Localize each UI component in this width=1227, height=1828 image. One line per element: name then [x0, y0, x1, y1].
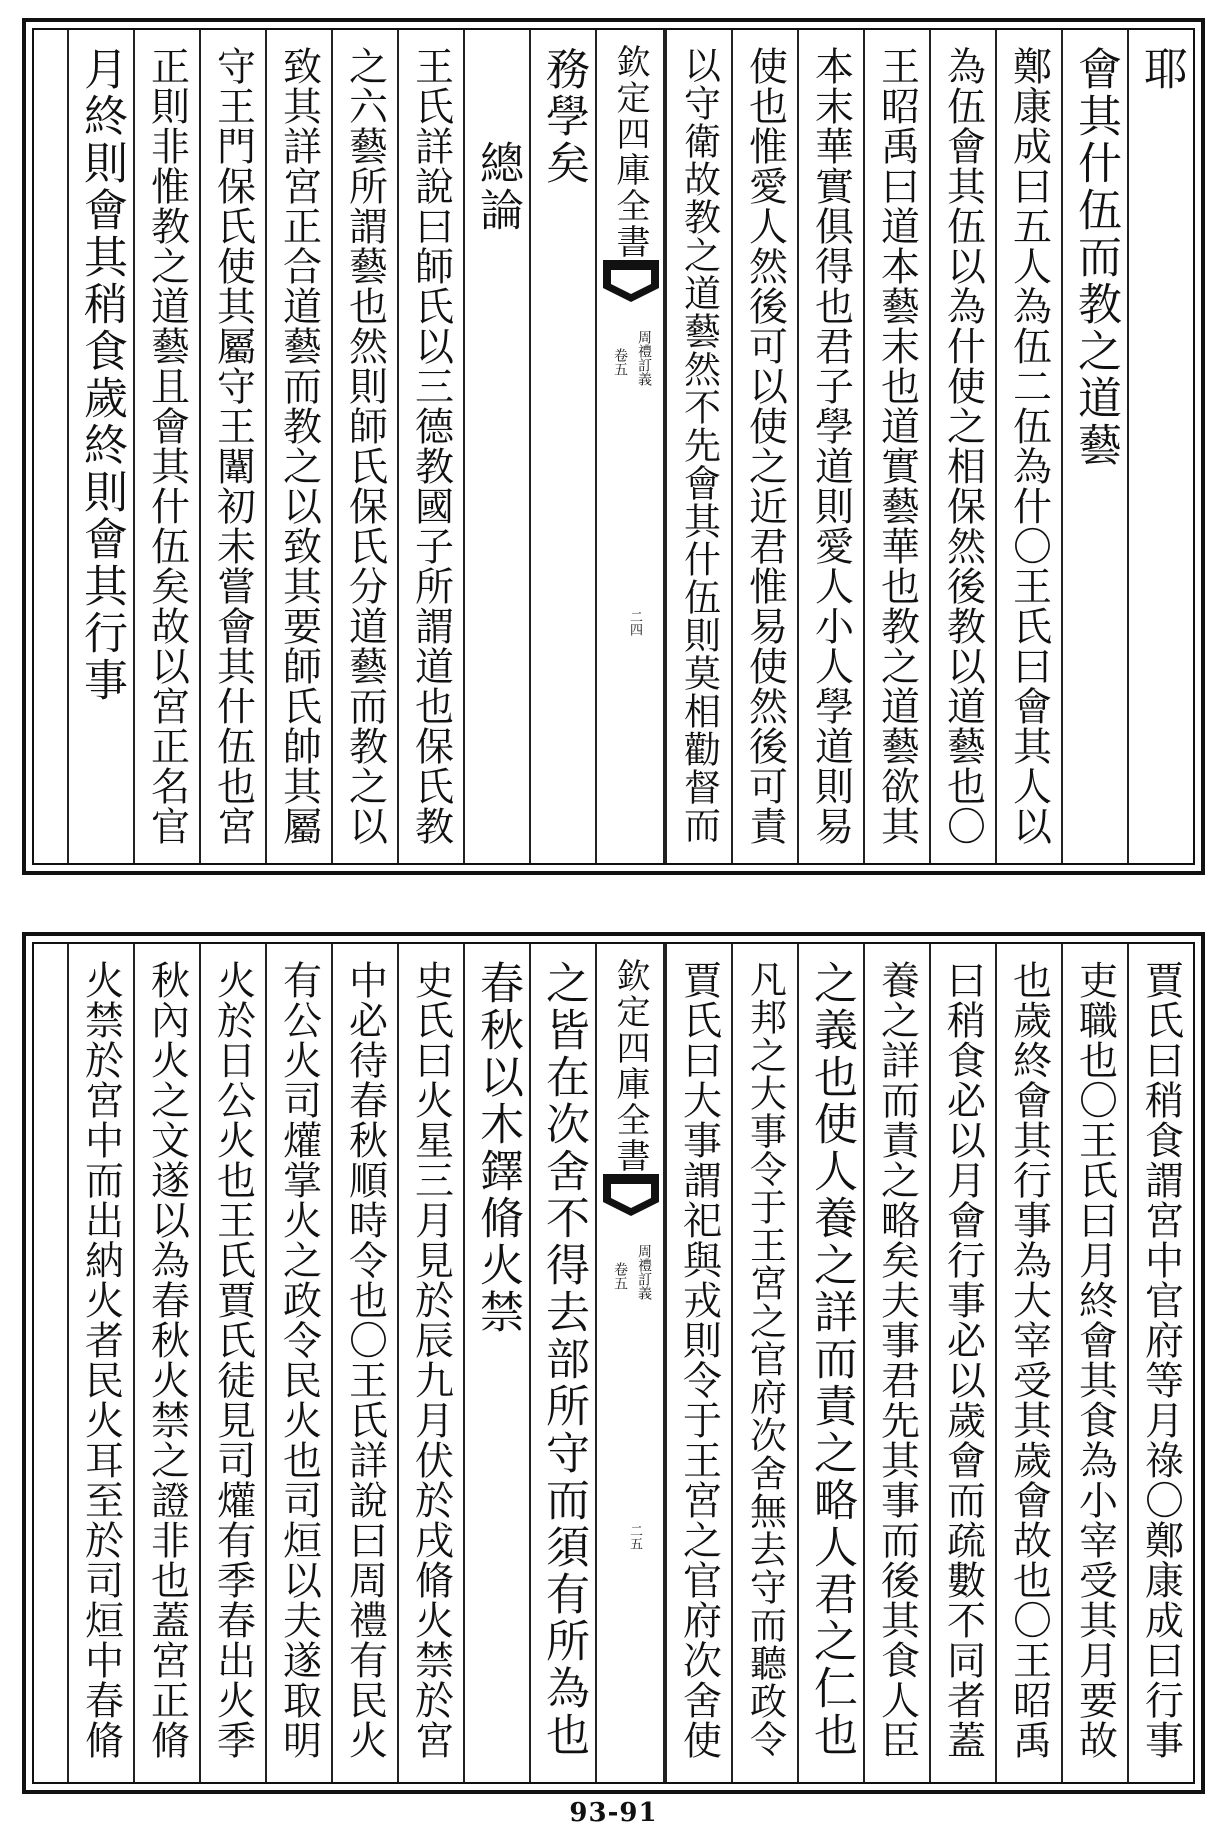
top-column-text: 月終則會其稍食歲終則會其行事	[76, 46, 127, 704]
bottom-text-column	[863, 944, 929, 1782]
bottom-column-text: 之皆在次舍不得去部所守而須有所為也	[538, 960, 589, 1759]
top-text-column	[199, 30, 265, 863]
bottom-text-column	[133, 944, 199, 1782]
bottom-text-column	[1127, 944, 1193, 1782]
top-text-column	[995, 30, 1061, 863]
top-column-text: 本末華實俱得也君子學道則愛人小人學道則易	[808, 46, 854, 846]
top-page-inner-frame	[32, 28, 1195, 865]
bottom-text-column	[397, 944, 463, 1782]
bottom-text-column	[529, 944, 595, 1782]
bottom-text-column	[67, 944, 133, 1782]
top-text-column	[863, 30, 929, 863]
top-text-column	[133, 30, 199, 863]
top-column-text: 耶	[1136, 46, 1187, 93]
top-column-text: 使也惟愛人然後可以使之近君惟易使然後可責	[742, 46, 788, 846]
top-column-text: 正則非惟教之道藝且會其什伍矣故以宮正名官	[144, 46, 190, 846]
top-text-column	[67, 30, 133, 863]
bottom-text-column	[463, 944, 529, 1782]
top-column-text: 為伍會其伍以為什使之相保然後教以道藝也〇	[940, 46, 986, 846]
top-leaf-number: 二四	[627, 610, 642, 636]
fishtail-mark-icon	[601, 1172, 661, 1218]
page-number: 93-91	[569, 1798, 658, 1828]
top-page-frame	[22, 18, 1205, 875]
bottom-column-text: 之義也使人養之詳而責之略人君之仁也	[806, 960, 857, 1759]
top-column-text: 之六藝所謂藝也然則師氏保氏分道藝而教之以	[342, 46, 388, 846]
bottom-page-inner-frame	[32, 942, 1195, 1784]
bottom-column-text: 凡邦之大事令于王宮之官府次舍無去守而聽政令	[743, 960, 787, 1758]
bottom-column-text: 有公火司爟掌火之政令民火也司烜以夫遂取明	[276, 960, 322, 1760]
top-column-text: 會其什伍而教之道藝	[1070, 46, 1121, 469]
bottom-column-text: 秋內火之文遂以為春秋火禁之證非也蓋宮正脩	[144, 960, 190, 1760]
bottom-text-column	[1061, 944, 1127, 1782]
top-text-column	[797, 30, 863, 863]
top-text-column	[665, 30, 731, 863]
top-column-text: 致其詳宮正合道藝而教之以致其要師氏帥其屬	[276, 46, 322, 846]
top-text-column	[463, 30, 529, 863]
bottom-volume: 卷五	[612, 1262, 628, 1290]
bottom-text-column	[265, 944, 331, 1782]
bottom-column-text: 曰稍食必以月會行事必以歲會而疏數不同者蓋	[940, 960, 986, 1760]
top-volume: 卷五	[612, 348, 628, 376]
bottom-text-column	[929, 944, 995, 1782]
top-text-column	[529, 30, 595, 863]
top-center-column	[595, 30, 665, 863]
top-header-title: 欽定四庫全書	[610, 44, 650, 260]
bottom-column-text: 吏職也〇王氏曰月終會其食為小宰受其月要故	[1072, 960, 1118, 1760]
fishtail-mark-icon	[601, 258, 661, 304]
bottom-column-text: 火禁於宮中而出納火者民火耳至於司烜中春脩	[78, 960, 124, 1760]
bottom-text-column	[199, 944, 265, 1782]
bottom-text-column	[797, 944, 863, 1782]
top-column-text: 以守衛故教之道藝然不先會其什伍則莫相勸督而	[677, 46, 721, 844]
top-text-column	[1061, 30, 1127, 863]
top-column-text: 守王門保氏使其屬守王闈初未嘗會其什伍也宮	[210, 46, 256, 846]
top-column-text: 務學矣	[538, 46, 589, 187]
top-column-text: 王昭禹曰道本藝末也道實藝華也教之道藝欲其	[874, 46, 920, 846]
bottom-text-column	[731, 944, 797, 1782]
top-column-text: 王氏詳說曰師氏以三德教國子所謂道也保氏教	[408, 46, 454, 846]
bottom-page-frame	[22, 932, 1205, 1794]
bottom-column-text: 賈氏曰稍食謂宮中官府等月祿〇鄭康成曰行事	[1138, 960, 1184, 1760]
top-text-column	[265, 30, 331, 863]
top-text-column	[397, 30, 463, 863]
bottom-center-column	[595, 944, 665, 1782]
top-text-column	[731, 30, 797, 863]
bottom-column-text: 也歲終會其行事為大宰受其歲會故也〇王昭禹	[1006, 960, 1052, 1760]
bottom-leaf-number: 二五	[627, 1524, 642, 1550]
top-text-column	[1127, 30, 1193, 863]
bottom-column-text: 火於日公火也王氏賈氏徒見司爟有季春出火季	[210, 960, 256, 1760]
bottom-column-text: 中必待春秋順時令也〇王氏詳說曰周禮有民火	[342, 960, 388, 1760]
bottom-column-text: 養之詳而責之略矣夫事君先其事而後其食人臣	[874, 960, 920, 1760]
bottom-book-name: 周禮訂義	[636, 1244, 652, 1300]
top-column-text: 總論	[472, 140, 523, 234]
top-text-column	[331, 30, 397, 863]
top-book-name: 周禮訂義	[636, 330, 652, 386]
top-text-column	[929, 30, 995, 863]
bottom-text-column	[995, 944, 1061, 1782]
bottom-column-text: 春秋以木鐸脩火禁	[472, 960, 523, 1336]
top-column-text: 鄭康成曰五人為伍二伍為什〇王氏曰會其人以	[1006, 46, 1052, 846]
bottom-column-text: 賈氏曰大事謂祀與戎則令于王宮之官府次舍使	[676, 960, 722, 1760]
bottom-header-title: 欽定四庫全書	[610, 958, 650, 1174]
bottom-text-column	[331, 944, 397, 1782]
bottom-column-text: 史氏曰火星三月見於辰九月伏於戌脩火禁於宮	[408, 960, 454, 1760]
bottom-text-column	[665, 944, 731, 1782]
